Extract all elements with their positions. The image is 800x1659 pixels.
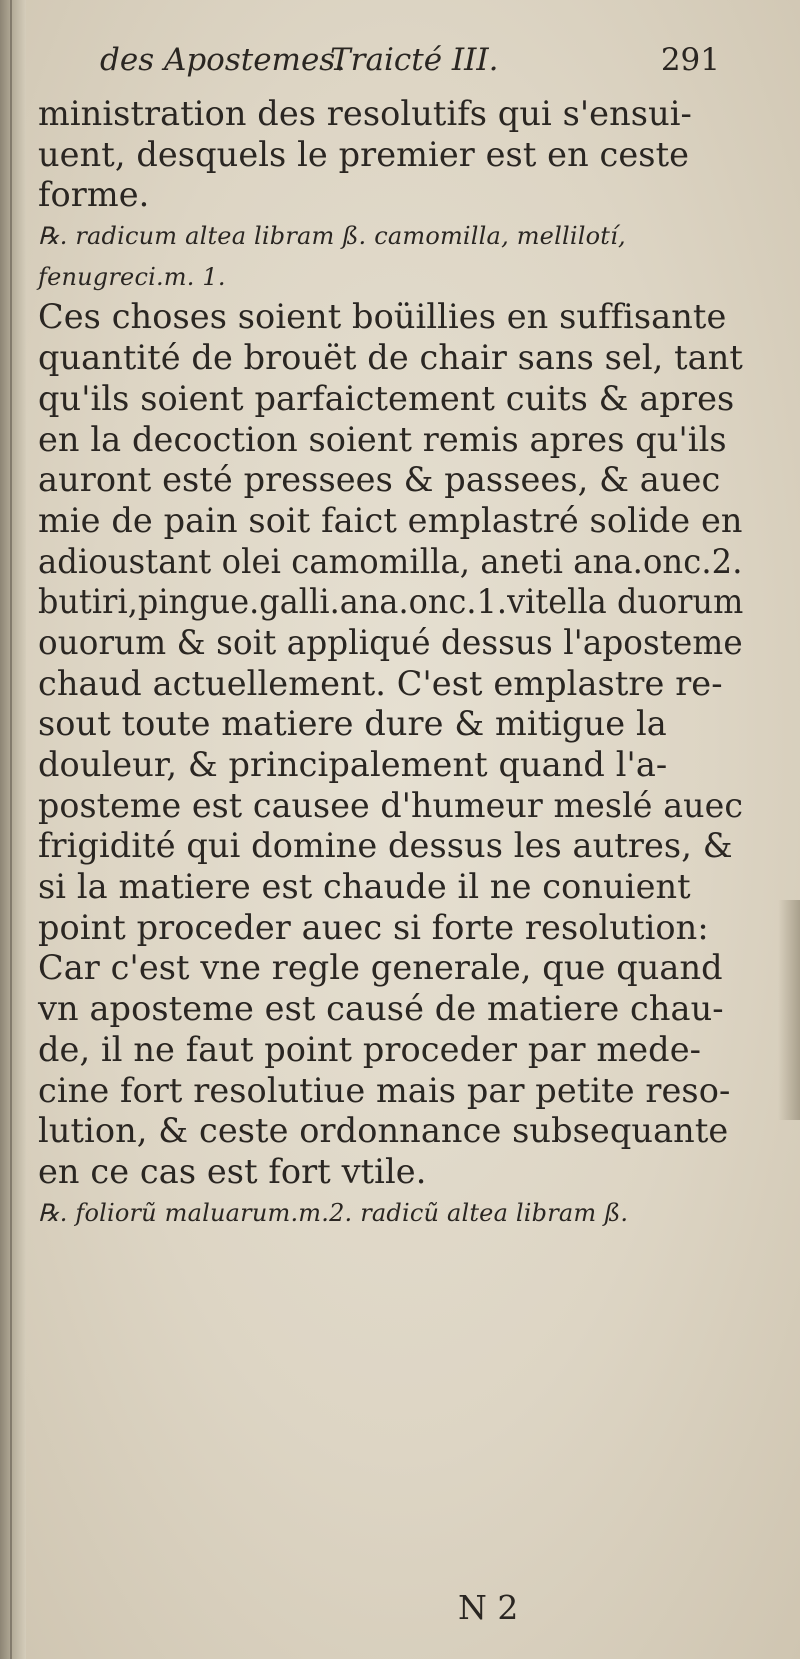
text-line: douleur, & principalement quand l'a- <box>38 745 668 784</box>
text-line: uent, desquels le premier est en ceste <box>38 134 690 174</box>
text-line: vn aposteme est causé de matiere chau- <box>38 989 724 1029</box>
text-line: lution, & ceste ordonnance subsequante <box>38 1111 729 1151</box>
text-line: si la matiere est chaude il ne conuient <box>38 867 691 907</box>
page-number: 291 <box>660 42 720 78</box>
text-line: ministration des resolutifs qui s'ensui- <box>38 94 692 133</box>
text-line: adioustant olei camomilla, aneti ana.onc.2. <box>38 541 743 581</box>
text-line: sout toute matiere dure & mitigue la <box>38 704 667 744</box>
text-line: point proceder auec si forte resolution: <box>38 907 709 947</box>
text-block <box>38 94 744 1233</box>
recipe-line: ℞. foliorũ maluarum.m.2. radicũ altea libram ß. <box>38 1198 629 1227</box>
text-line: butiri,pingue.galli.ana.onc.1.vitella duorum <box>38 582 744 622</box>
gutter-line <box>10 0 12 1659</box>
text-line: mie de pain soit faict emplastré solide en <box>38 500 743 540</box>
recipe-line: fenugreci.m. 1. <box>38 262 226 291</box>
text-line: Car c'est vne regle generale, que quand <box>38 948 723 988</box>
text-line: Ces choses soient boüillies en suffisante <box>38 297 727 337</box>
text-line: auront esté pressees & passees, & auec <box>38 460 721 500</box>
text-line: forme. <box>38 175 150 215</box>
binding-gutter <box>0 0 26 1659</box>
recipe-line: ℞. radicum altea libram ß. camomilla, mellilotí, <box>38 222 626 251</box>
text-line: en ce cas est fort vtile. <box>38 1151 427 1191</box>
text-line: cine fort resolutiue mais par petite reso- <box>38 1070 731 1110</box>
text-line: frigidité qui domine dessus les autres, & <box>38 826 733 866</box>
text-line: de, il ne faut point proceder par mede- <box>38 1029 702 1069</box>
signature-mark: N 2 <box>458 1588 519 1627</box>
text-line: quantité de brouët de chair sans sel, tant <box>38 338 743 378</box>
text-line: en la decoction soient remis apres qu'ils <box>38 419 727 459</box>
text-line: posteme est causee d'humeur meslé auec <box>38 785 744 825</box>
header-left: des Apostemes. <box>100 42 346 78</box>
text-line: ouorum & soit appliqué dessus l'aposteme <box>38 622 743 662</box>
text-line: chaud actuellement. C'est emplastre re- <box>38 663 723 703</box>
header-middle: Traicté III. <box>330 42 499 78</box>
text-line: qu'ils soient parfaictement cuits & apres <box>38 378 735 418</box>
running-header <box>100 40 720 80</box>
page-edge-stain <box>778 900 800 1120</box>
